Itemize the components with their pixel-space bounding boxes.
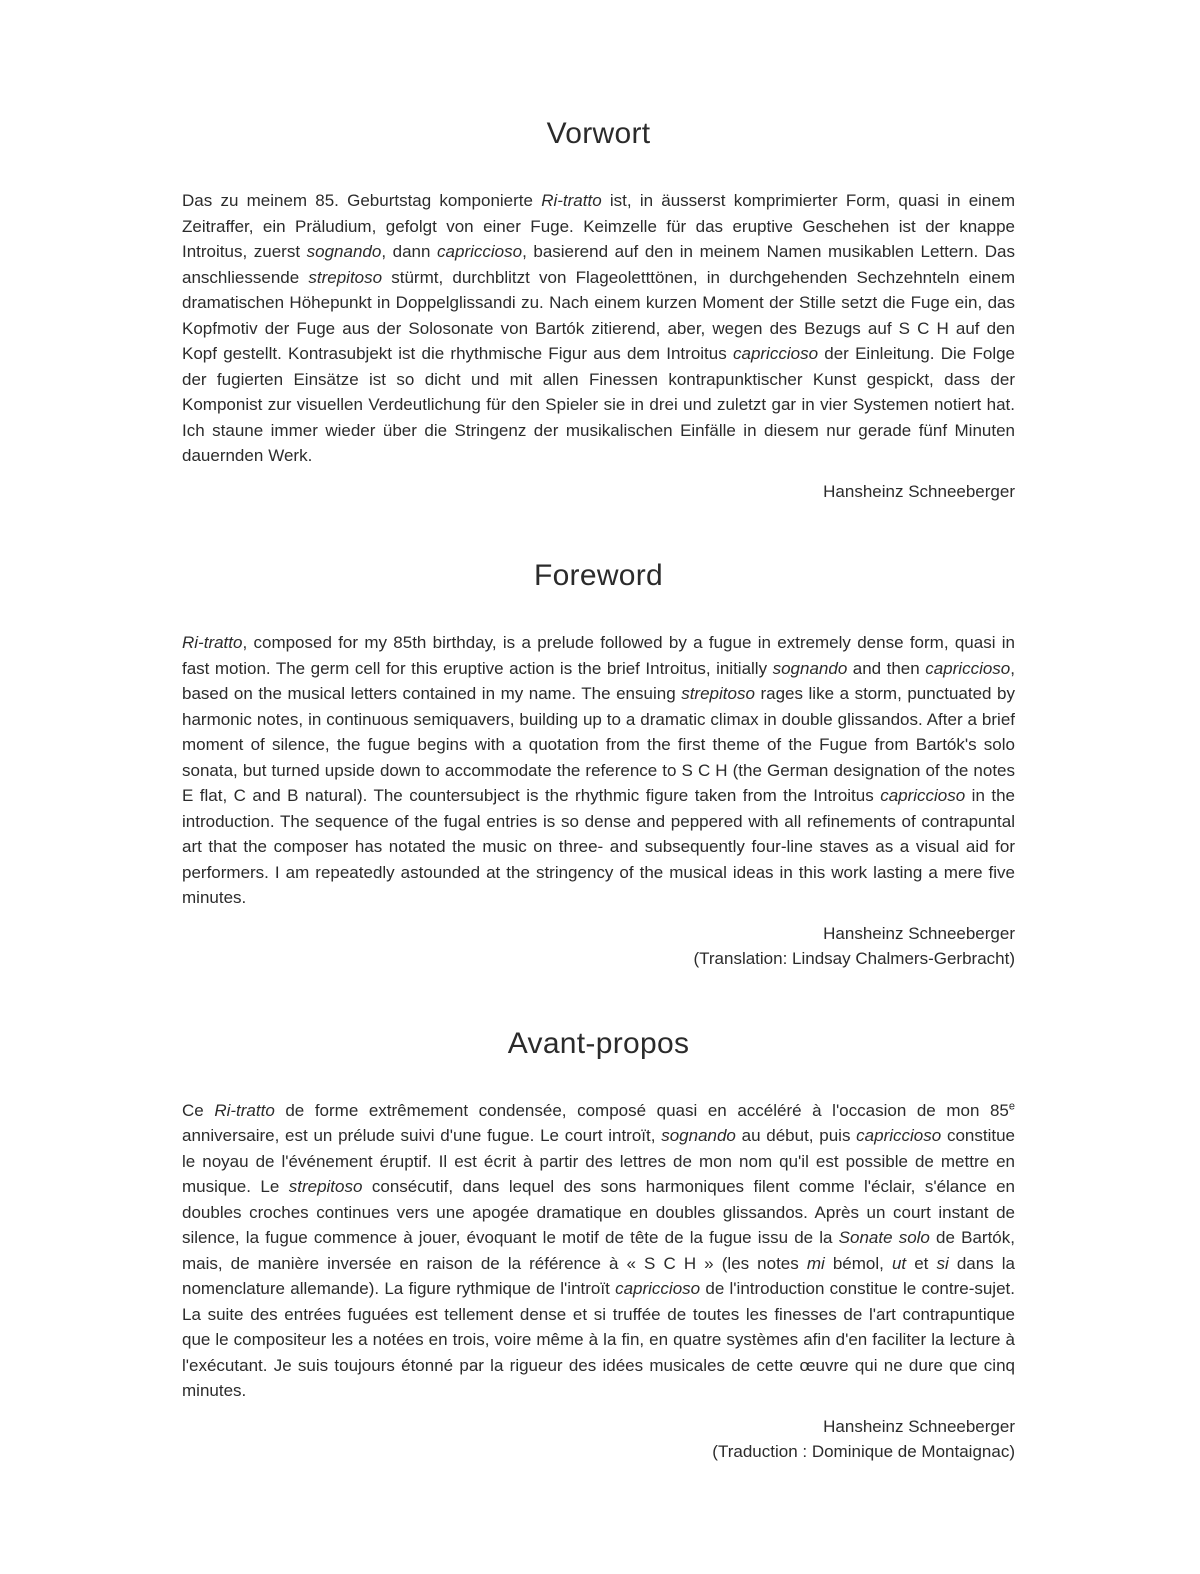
vorwort-heading: Vorwort [546,117,651,150]
signature-name: Hansheinz Schneeberger [823,923,1015,943]
section-foreword [182,559,1015,972]
section-avant-propos [182,1027,1015,1465]
vorwort-paragraph: Das zu meinem 85. Geburtstag komponierte Ri-tratto ist, in äusserst komprimierter Form, quasi in einem Zeitraffer, ein Präludium, gefolgt von einer Fuge. Keimzelle für das eruptive Geschehen ist der knappe Introitus, zuerst sognando, dann capriccioso, basierend auf den in meinem Namen musikablen Lettern. Das anschliessende strepitoso stürmt, durchblitzt von Flageoletttönen, in durchgehenden Sechzehnteln einem dramatischen Höhepunkt in Doppelglissandi zu. Nach einem kurzen Moment der Stille setzt die Fuge ein, das Kopfmotiv der Fuge aus der Solosonate von Bartók zitierend, aber, wegen des Bezugs auf S C H auf den Kopf gestellt. Kontrasubjekt ist die rhythmische Figur aus dem Introitus capriccioso der Einleitung. Die Folge der fugierten Einsätze ist so dicht und mit allen Finessen kontrapunktischer Kunst gespickt, dass der Komponist zur visuellen Verdeutlichung für den Spieler sie in drei und zuletzt gar in vier Systemen notiert hat. Ich staune immer wieder über die Stringenz der musikalischen Einfälle in diesem nur gerade fünf Minuten dauernden Werk. [182,191,1016,465]
section-vorwort [182,117,1015,504]
foreword-heading: Foreword [533,559,664,592]
foreword-paragraph: Ri-tratto, composed for my 85th birthday, is a prelude followed by a fugue in extremely dense form, quasi in fast motion. The germ cell for this eruptive action is the brief Introitus, initially sognando and then capriccioso, based on the musical letters contained in my name. The ensuing strepitoso rages like a storm, punctuated by harmonic notes, in continuous semiquavers, building up to a dramatic climax in double glissandos. After a brief moment of silence, the fugue begins with a quotation from the first theme of the Fugue from Bartók's solo sonata, but turned upside down to accommodate the reference to S C H (the German designation of the notes E flat, C and B natural). The countersubject is the rhythmic figure taken from the Introitus capriccioso in the introduction. The sequence of the fugal entries is so dense and peppered with all refinements of contrapuntal art that the composer has notated the music on three- and subsequently four-line staves as a visual aid for performers. I am repeatedly astounded at the stringency of the musical ideas in this work lasting a mere five minutes. [182,633,1015,907]
foreword-signature [182,921,1015,972]
signature-translator: (Translation: Lindsay Chalmers-Gerbracht) [693,949,1015,968]
signature-name: Hansheinz Schneeberger [823,1416,1015,1436]
avant-propos-signature [182,1414,1015,1465]
avant-propos-heading: Avant-propos [507,1026,690,1060]
signature-translator: (Traduction : Dominique de Montaignac) [712,1442,1015,1461]
avant-propos-paragraph: Ce Ri-tratto de forme extrêmement condensée, composé quasi en accéléré à l'occasion de mon 85e anniversaire, est un prélude suivi d'une fugue. Le court introït, sognando au début, puis capriccioso constitue le noyau de l'événement éruptif. Il est écrit à partir des lettres de mon nom qu'il est possible de mettre en musique. Le strepitoso consécutif, dans lequel des sons harmoniques filent comme l'éclair, s'élance en doubles croches continues vers une apogée dramatique en doubles glissandos. Après un court instant de silence, la fugue commence à jouer, évoquant le motif de tête de la fugue issu de la Sonate solo de Bartók, mais, de manière inversée en raison de la référence à « S C H » (les notes mi bémol, ut et si dans la nomenclature allemande). La figure rythmique de l'introït capriccioso de l'introduction constitue le contre-sujet. La suite des entrées fuguées est tellement dense et si truffée de toutes les finesses de l'art contrapuntique que le compositeur les a notées en trois, voire même à la fin, en quatre systèmes afin d'en faciliter la lecture à l'exécutant. Je suis toujours étonné par la rigueur des idées musicales de cette œuvre qui ne dure que cinq minutes. [182,1099,1015,1400]
signature-name: Hansheinz Schneeberger [823,481,1015,501]
vorwort-signature [182,479,1015,505]
